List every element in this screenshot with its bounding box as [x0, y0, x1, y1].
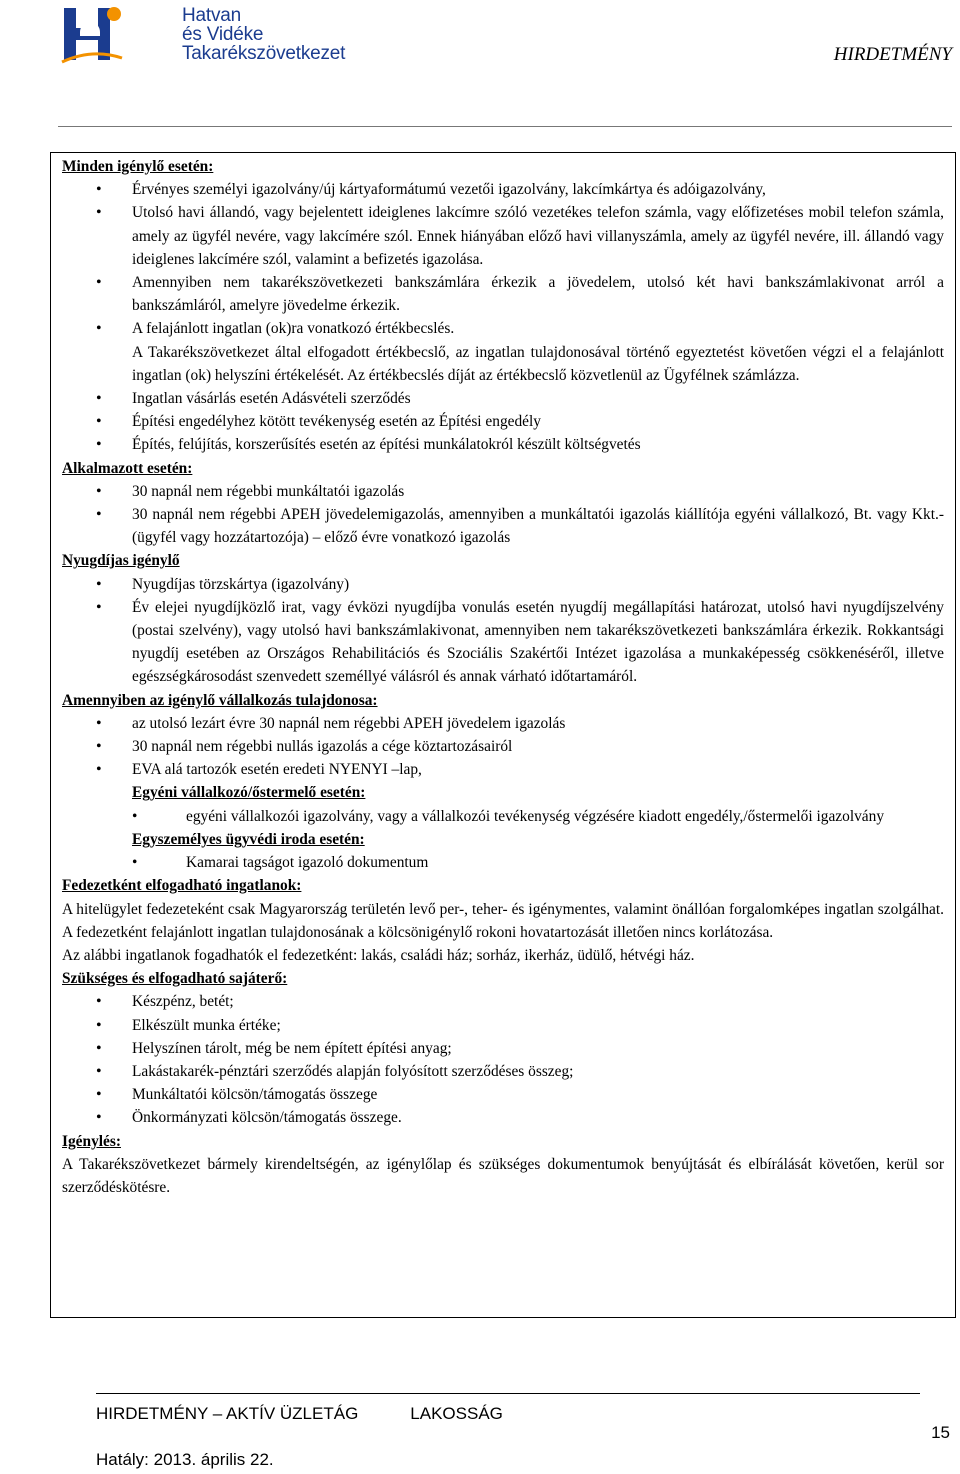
logo-mark-icon: [60, 4, 124, 64]
list-item: • Építés, felújítás, korszerűsítés esetén az építési munkálatokról készült költségvetés: [62, 433, 944, 456]
list-item: • Elkészült munka értéke;: [62, 1014, 944, 1037]
sub-list-item-text: Kamarai tagságot igazoló dokumentum: [186, 854, 429, 872]
list-nyugdijas: [62, 573, 944, 689]
subheading-ugyvedi-iroda: Egyszemélyes ügyvédi iroda esetén:: [132, 830, 365, 848]
section-heading-nyugdijas: Nyugdíjas igénylő: [62, 552, 180, 570]
list-item: • Lakástakarék-pénztári szerződés alapján folyósított szerződéses összeg;: [62, 1060, 944, 1083]
list-minden-2: [62, 387, 944, 457]
logo-line-1: Hatvan: [182, 5, 242, 26]
footer-label: [96, 1404, 555, 1424]
bullet-icon: •: [132, 807, 138, 825]
section-heading-minden: Minden igénylő esetén:: [62, 158, 214, 175]
list-item: • 30 napnál nem régebbi munkáltatói igazolás: [62, 480, 944, 503]
list-item: • A felajánlott ingatlan (ok)ra vonatkozó értékbecslés.: [62, 317, 944, 340]
list-item: • Utolsó havi állandó, vagy bejelentett ideiglenes lakcímre szóló vezetékes telefon számla, vagy előfizetéses mobil telefon számla, amely az ügyfél nevére, vagy lakcímére szól. Ennek hiányában előző havi villanyszámla, amely az ügyfél nevére, ill. állandó vagy ideiglenes lakcímére szól, valamint a befizetés igazolása.: [62, 201, 944, 271]
logo-line-3: Takarékszövetkezet: [182, 43, 346, 64]
section-heading-vallalkozas: Amennyiben az igénylő vállalkozás tulajdonosa:: [62, 691, 378, 709]
footer-left: HIRDETMÉNY – AKTÍV ÜZLETÁG: [96, 1404, 359, 1423]
footer-date: Hatály: 2013. április 22.: [96, 1450, 274, 1469]
sub-list-item: [62, 805, 944, 828]
list-item: • az utolsó lezárt évre 30 napnál nem régebbi APEH jövedelem igazolás: [62, 712, 944, 735]
list-item: • Önkormányzati kölcsön/támogatás összege.: [62, 1106, 944, 1129]
list-item: • EVA alá tartozók esetén eredeti NYENYI –lap,: [62, 758, 944, 781]
list-item: • Év elejei nyugdíjközlő irat, vagy évközi nyugdíjba vonulás esetén nyugdíj megállapítási határozat, utolsó havi nyugdíjszelvény (postai szelvény), vagy utolsó havi bankszámlakivonat, amennyiben nem takarékszövetkezeti bankszámlára érkezik. Rokkantsági nyugdíj esetében az Országos Rehabilitációs és Szociális Szakértői Intézet igazolása a munkaképesség csökkenéséről, illetve egészségkárosodást szenvedett személlyé válásról és annak várható időtartamáról.: [62, 596, 944, 689]
list-vallalkozas: [62, 712, 944, 782]
subheading-egyeni-vallalkozo: Egyéni vállalkozó/őstermelő esetén:: [132, 784, 366, 802]
list-item: • Nyugdíjas törzskártya (igazolvány): [62, 573, 944, 596]
list-alkalmazott: [62, 480, 944, 550]
list-item: • Amennyiben nem takarékszövetkezeti bankszámlára érkezik a jövedelem, utolsó két havi bankszámlakivonat arról a bankszámláról, amelyre jövedelme érkezik.: [62, 271, 944, 317]
content-box: [50, 152, 956, 1318]
list-item: • 30 napnál nem régebbi APEH jövedelemigazolás, amennyiben a munkáltatói igazolás kiállítója egyéni vállalkozó, Bt. vagy Kkt.-(ügyfél vagy hozzátartozója) – előző évre vonatkozó igazolás: [62, 503, 944, 549]
header-title: HIRDETMÉNY: [833, 44, 952, 65]
list-sajaterok: [62, 990, 944, 1129]
content-body: [62, 155, 944, 1199]
paragraph: A Takarékszövetkezet bármely kirendeltségén, az igénylőlap és szükséges dokumentumok benyújtását és elbírálását követően, kerül sor szerződéskötésre.: [62, 1155, 944, 1196]
list-item: • Készpénz, betét;: [62, 990, 944, 1013]
header-divider: [58, 126, 952, 127]
sub-list-item-text: egyéni vállalkozói igazolvány, vagy a vállalkozói tevékenység végzésére kiadott engedély,/őstermelői igazolvány: [186, 807, 885, 825]
list-item: • Helyszínen tárolt, még be nem épített építési anyag;: [62, 1037, 944, 1060]
list-minden: [62, 178, 944, 340]
company-logo: [60, 4, 346, 66]
list-item: • Ingatlan vásárlás esetén Adásvételi szerződés: [62, 387, 944, 410]
paragraph: Az alábbi ingatlanok fogadhatók el fedezetként: lakás, családi ház; sorház, ikerház, üdülő, hétvégi ház.: [62, 946, 695, 964]
logo-line-2: és Vidéke: [182, 24, 264, 45]
page-number: 15: [931, 1423, 950, 1442]
appraisal-note: A Takarékszövetkezet által elfogadott értékbecslő, az ingatlan tulajdonosával történő egyeztetést követően végzi el a felajánlott ingatlan (ok) helyszíni értékelését. Az értékbecslés díját az értékbecslő közvetlenül az Ügyfélnek számlázza.: [132, 343, 944, 384]
paragraph: A hitelügylet fedezeteként csak Magyarország területén levő per-, teher- és igénymentes, valamint önállóan forgalomképes ingatlan szolgálhat. A fedezetként felajánlott ingatlan tulajdonosának a kölcsönigénylő rokoni hovatartozását illetően nincs korlátozása.: [62, 900, 944, 941]
logo-wordmark: [182, 6, 345, 63]
section-heading-alkalmazott: Alkalmazott esetén:: [62, 459, 193, 477]
sub-list-item: [62, 851, 944, 874]
list-item: • Érvényes személyi igazolvány/új kártyaformátumú vezetői igazolvány, lakcímkártya és adóigazolvány,: [62, 178, 944, 201]
list-item: • Munkáltatói kölcsön/támogatás összege: [62, 1083, 944, 1106]
footer-divider: [96, 1393, 920, 1394]
list-item: • 30 napnál nem régebbi nullás igazolás a cége köztartozásairól: [62, 735, 944, 758]
section-heading-fedezet: Fedezetként elfogadható ingatlanok:: [62, 877, 302, 895]
section-heading-sajaterok: Szükséges és elfogadható sajáterő:: [62, 970, 288, 988]
footer-right: LAKOSSÁG: [410, 1404, 503, 1423]
bullet-icon: •: [132, 854, 138, 872]
list-item: • Építési engedélyhez kötött tevékenység esetén az Építési engedély: [62, 410, 944, 433]
section-heading-igenyles: Igénylés:: [62, 1132, 121, 1150]
